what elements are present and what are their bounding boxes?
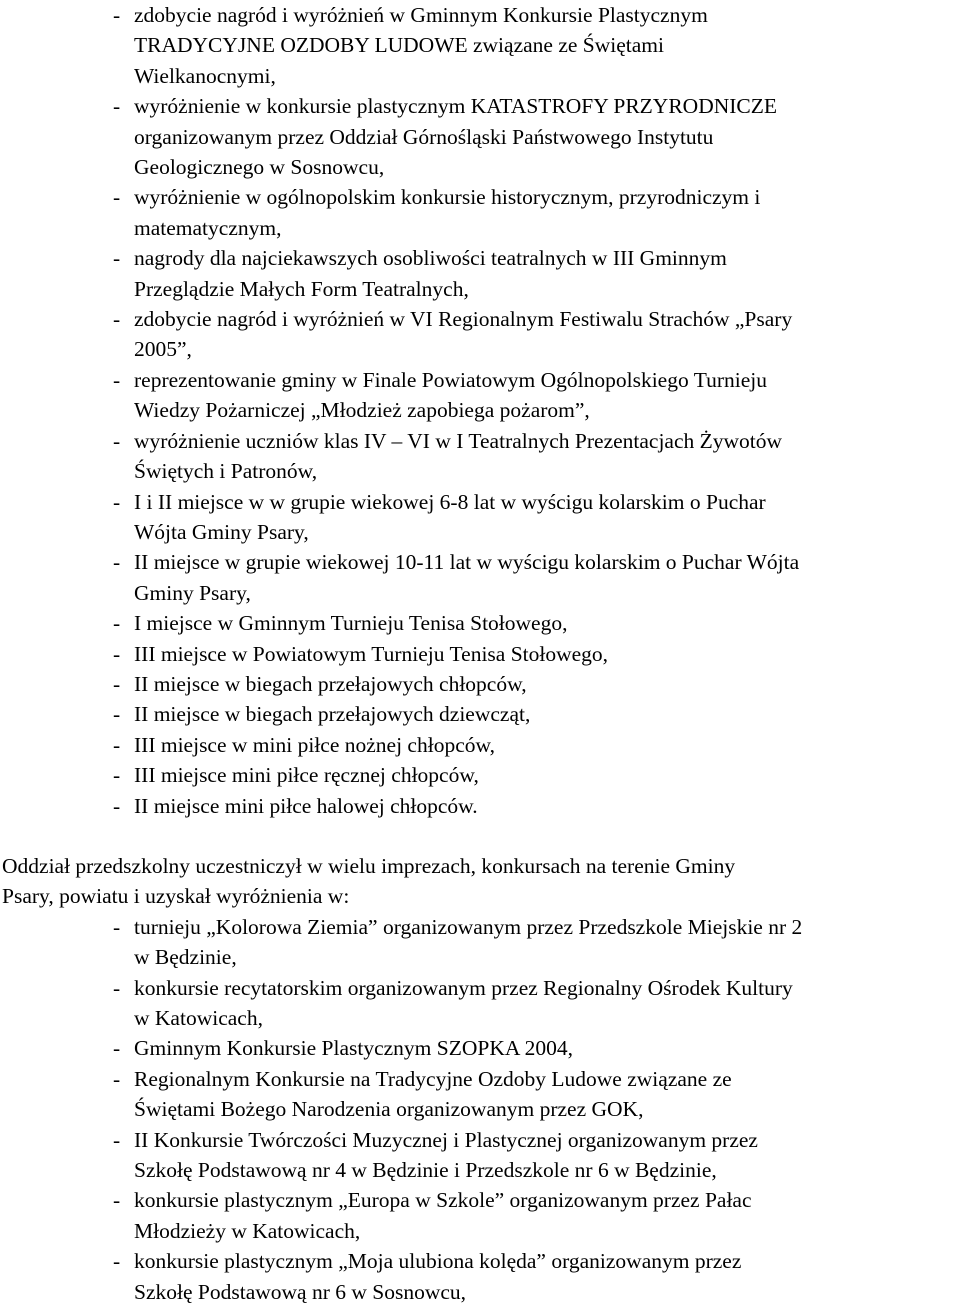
- list-item-line: nagrody dla najciekawszych osobliwości teatralnych w III Gminnym: [134, 246, 727, 271]
- list-item-line: Młodzieży w Katowicach,: [134, 1218, 361, 1243]
- list-item: [0, 1185, 826, 1246]
- bullet-dash: -: [113, 367, 121, 392]
- list-item-line: II miejsce mini piłce halowej chłopców.: [134, 793, 478, 818]
- bullet-dash: -: [113, 3, 121, 27]
- list-item-line: Gminnym Konkursie Plastycznym SZOPKA 2004,: [134, 1036, 573, 1061]
- list-item-line: w Będzinie,: [134, 945, 237, 970]
- list-item: [0, 426, 826, 487]
- bullet-dash: -: [113, 1066, 121, 1091]
- list-item-line: III miejsce w mini piłce nożnej chłopców,: [134, 732, 495, 757]
- list-item-line: III miejsce mini piłce ręcznej chłopców,: [134, 763, 479, 788]
- bullet-dash: -: [113, 975, 121, 1000]
- list-item: [0, 1125, 826, 1186]
- list-item-line: w Katowicach,: [134, 1006, 263, 1030]
- list-item: [0, 365, 826, 426]
- list-item-line: Regionalnym Konkursie na Tradycyjne Ozdoby Ludowe związane ze: [134, 1066, 732, 1091]
- bullet-dash: -: [113, 1127, 121, 1152]
- list-item-line: Geologicznego w Sosnowcu,: [134, 155, 385, 180]
- bullet-dash: -: [113, 1249, 121, 1274]
- list-item: [0, 182, 826, 243]
- list-item-line: reprezentowanie gminy w Finale Powiatowym Ogólnopolskiego Turnieju: [134, 367, 767, 392]
- bullet-dash: -: [113, 1036, 121, 1061]
- list-item: [0, 304, 826, 365]
- list-item-line: III miejsce w Powiatowym Turnieju Tenisa Stołowego,: [134, 641, 609, 666]
- list-item-line: Przeglądzie Małych Form Teatralnych,: [134, 276, 469, 301]
- list-item-line: Świętych i Patronów,: [134, 459, 318, 484]
- list-item-line: wyróżnienie uczniów klas IV – VI w I Teatralnych Prezentacjach Żywotów: [134, 428, 783, 453]
- bullet-dash: -: [113, 793, 121, 818]
- list-item-line: Szkołę Podstawową nr 6 w Sosnowcu,: [134, 1279, 467, 1304]
- bullet-dash: -: [113, 1188, 121, 1213]
- list-item: [0, 487, 826, 548]
- list-item-line: zdobycie nagród i wyróżnień w VI Regionalnym Festiwalu Strachów „Psary: [134, 307, 793, 332]
- bullet-dash: -: [113, 671, 121, 696]
- list-item: [0, 1246, 826, 1307]
- list-item: [0, 912, 826, 973]
- list-item: [0, 760, 826, 790]
- list-item-line: wyróżnienie w konkursie plastycznym KATASTROFY PRZYRODNICZE: [134, 94, 778, 119]
- bullet-dash: -: [113, 732, 121, 757]
- bullet-dash: -: [113, 94, 121, 119]
- list-item: [0, 699, 826, 729]
- list-item-line: Wójta Gminy Psary,: [134, 519, 309, 544]
- list-item-line: zdobycie nagród i wyróżnień w Gminnym Konkursie Plastycznym: [134, 3, 708, 27]
- paragraph-line: Psary, powiatu i uzyskał wyróżnienia w:: [2, 884, 350, 909]
- list-item-line: Wiedzy Pożarniczej „Młodzież zapobiega pożarom”,: [134, 398, 590, 423]
- bullet-dash: -: [113, 702, 121, 727]
- list-item-line: wyróżnienie w ogólnopolskim konkursie historycznym, przyrodniczym i: [134, 185, 761, 210]
- preschool-paragraph: [0, 851, 957, 912]
- bullet-dash: -: [113, 550, 121, 575]
- list-item-line: organizowanym przez Oddział Górnośląski Państwowego Instytutu: [134, 124, 714, 149]
- list-item-line: konkursie plastycznym „Moja ulubiona kolęda” organizowanym przez: [134, 1249, 742, 1274]
- list-item-line: matematycznym,: [134, 215, 282, 240]
- list-item: [0, 973, 826, 1034]
- bullet-dash: -: [113, 914, 121, 939]
- list-item-line: II miejsce w grupie wiekowej 10-11 lat w wyścigu kolarskim o Puchar Wójta: [134, 550, 800, 575]
- list-item: [0, 91, 826, 182]
- list-item-line: I miejsce w Gminnym Turnieju Tenisa Stołowego,: [134, 611, 568, 636]
- list-item: [0, 1064, 826, 1125]
- bullet-dash: -: [113, 489, 121, 514]
- bullet-dash: -: [113, 641, 121, 666]
- list-item: [0, 791, 826, 821]
- bullet-dash: -: [113, 307, 121, 332]
- list-item: [0, 0, 826, 91]
- list-item: [0, 243, 826, 304]
- list-item-line: I i II miejsce w w grupie wiekowej 6-8 lat w wyścigu kolarskim o Puchar: [134, 489, 766, 514]
- list-item-line: turnieju „Kolorowa Ziemia” organizowanym przez Przedszkole Miejskie nr 2: [134, 914, 803, 939]
- bullet-dash: -: [113, 428, 121, 453]
- list-item-line: konkursie plastycznym „Europa w Szkole” organizowanym przez Pałac: [134, 1188, 752, 1213]
- preschool-awards-list: [0, 912, 960, 1307]
- list-item: [0, 669, 826, 699]
- list-item-line: 2005”,: [134, 337, 192, 362]
- list-item-line: II Konkursie Twórczości Muzycznej i Plastycznej organizowanym przez: [134, 1127, 758, 1152]
- list-item: [0, 730, 826, 760]
- paragraph-line: Oddział przedszkolny uczestniczył w wielu imprezach, konkursach na terenie Gminy: [2, 853, 736, 878]
- list-item-line: Gminy Psary,: [134, 580, 251, 605]
- list-item: [0, 1033, 826, 1063]
- list-item-line: Szkołę Podstawową nr 4 w Będzinie i Przedszkole nr 6 w Będzinie,: [134, 1158, 717, 1183]
- list-item-line: Wielkanocnymi,: [134, 63, 276, 88]
- bullet-dash: -: [113, 246, 121, 271]
- list-item: [0, 608, 826, 638]
- bullet-dash: -: [113, 611, 121, 636]
- list-item-line: TRADYCYJNE OZDOBY LUDOWE związane ze Świętami: [134, 33, 665, 58]
- list-item: [0, 639, 826, 669]
- list-item-line: konkursie recytatorskim organizowanym przez Regionalny Ośrodek Kultury: [134, 975, 793, 1000]
- list-item-line: Świętami Bożego Narodzenia organizowanym przez GOK,: [134, 1097, 644, 1122]
- list-item-line: II miejsce w biegach przełajowych dziewcząt,: [134, 702, 531, 727]
- list-item: [0, 547, 826, 608]
- bullet-dash: -: [113, 763, 121, 788]
- list-item-line: II miejsce w biegach przełajowych chłopców,: [134, 671, 527, 696]
- bullet-dash: -: [113, 185, 121, 210]
